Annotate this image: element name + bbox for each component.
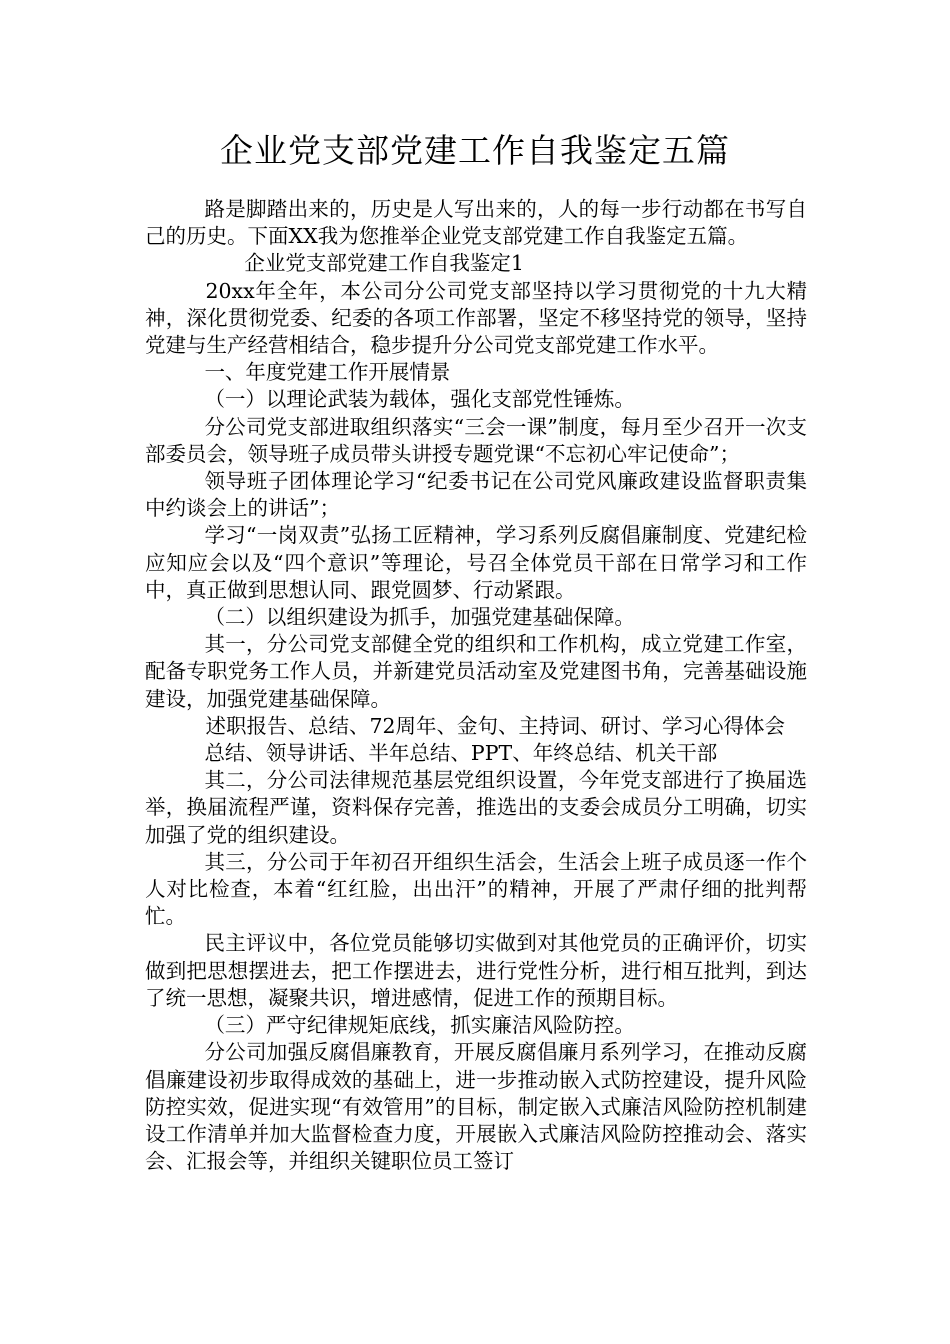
body-paragraph: 20xx年全年，本公司分公司党支部坚持以学习贯彻党的十九大精神，深化贯彻党委、纪委的各项工作部署，坚定不移坚持党的领导，坚持党建与生产经营相结合，稳步提升分公司党支部党建工作水平。 bbox=[145, 278, 807, 358]
body-paragraph: 分公司党支部进取组织落实“三会一课”制度，每月至少召开一次支部委员会，领导班子成员带头讲授专题党课“不忘初心牢记使命”； bbox=[145, 414, 807, 466]
body-paragraph: 其三，分公司于年初召开组织生活会，生活会上班子成员逐一作个人对比检查，本着“红红脸，出出汗”的精神，开展了严肃仔细的批判帮忙。 bbox=[145, 849, 807, 929]
subsection-heading: （三）严守纪律规矩底线，抓实廉洁风险防控。 bbox=[204, 1013, 635, 1038]
subsection-heading: （一）以理论武装为载体，强化支部党性锤炼。 bbox=[204, 387, 635, 412]
body-paragraph: 领导班子团体理论学习“纪委书记在公司党风廉政建设监督职责集中约谈会上的讲话”； bbox=[145, 469, 807, 521]
document-body bbox=[145, 196, 807, 1175]
section-heading: 企业党支部党建工作自我鉴定1 bbox=[244, 251, 524, 276]
body-paragraph: 其一，分公司党支部健全党的组织和工作机构，成立党建工作室，配备专职党务工作人员，并新建党员活动室及党建图书角，完善基础设施建设，加强党建基础保障。 bbox=[145, 632, 807, 711]
keyword-line: 述职报告、总结、72周年、金句、主持词、研讨、学习心得体会 bbox=[205, 713, 786, 738]
body-paragraph: 民主评议中，各位党员能够切实做到对其他党员的正确评价，切实做到把思想摆进去，把工作摆进去，进行党性分析，进行相互批判，到达了统一思想，凝聚共识，增进感情，促进工作的预期目标。 bbox=[145, 931, 807, 1010]
subsection-heading: （二）以组织建设为抓手，加强党建基础保障。 bbox=[204, 605, 635, 630]
document-title: 企业党支部党建工作自我鉴定五篇 bbox=[220, 131, 730, 170]
body-paragraph: 学习“一岗双责”弘扬工匠精神，学习系列反腐倡廉制度、党建纪检应知应会以及“四个意识”等理论，号召全体党员干部在日常学习和工作中，真正做到思想认同、跟党圆梦、行动紧跟。 bbox=[145, 523, 807, 602]
intro-paragraph: 路是脚踏出来的，历史是人写出来的，人的每一步行动都在书写自己的历史。下面XX我为您推举企业党支部党建工作自我鉴定五篇。 bbox=[145, 197, 807, 249]
subsection-heading: 一、年度党建工作开展情景 bbox=[204, 360, 451, 385]
body-paragraph: 其二，分公司法律规范基层党组织设置，今年党支部进行了换届选举，换届流程严谨，资料保存完善，推选出的支委会成员分工明确，切实加强了党的组织建设。 bbox=[145, 768, 807, 847]
body-paragraph: 分公司加强反腐倡廉教育，开展反腐倡廉月系列学习，在推动反腐倡廉建设初步取得成效的基础上，进一步推动嵌入式防控建设，提升风险防控实效，促进实现“有效管用”的目标，制定嵌入式廉洁风险防控机制建设工作清单并加大监督检查力度，开展嵌入式廉洁风险防控推动会、落实会、汇报会等，并组织关键职位员工签订 bbox=[145, 1040, 807, 1174]
keyword-line: 总结、领导讲话、半年总结、PPT、年终总结、机关干部 bbox=[204, 741, 718, 766]
